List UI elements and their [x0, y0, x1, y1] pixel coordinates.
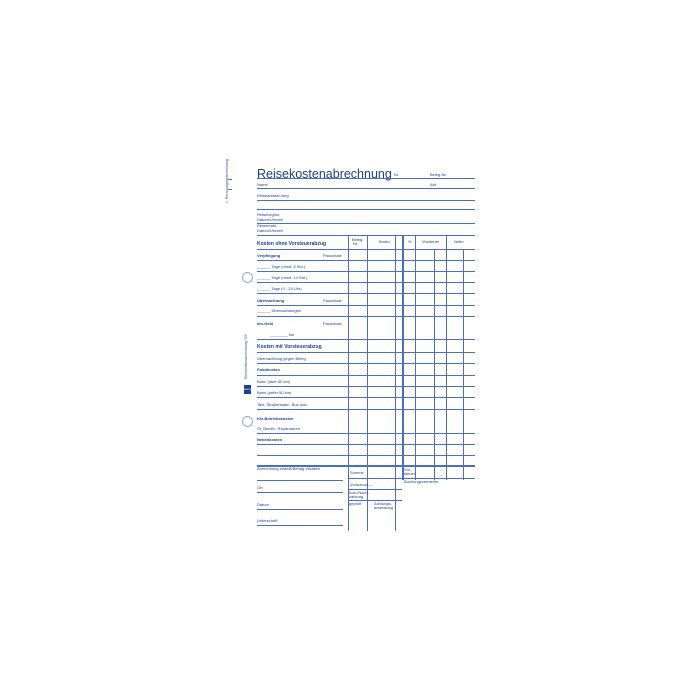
- col-beleg: Beleg-: [352, 237, 364, 242]
- fahrtkosten-label: Fahrtkosten: [257, 367, 280, 372]
- vorsteuer-sum-2: steuer: [404, 471, 416, 476]
- vorsteuer-sum-1: Vor-: [404, 467, 412, 472]
- dash-1: –: [440, 467, 443, 472]
- bahn-unter: Bahn (unter 50 km): [257, 390, 292, 395]
- verpflegung-label: Verpflegung: [257, 253, 281, 258]
- dash-2: –: [440, 472, 443, 477]
- buchungsvermerke: Buchungsvermerke: [404, 479, 439, 484]
- vorschuss-minus: –: [370, 482, 373, 487]
- fold-mark: [228, 189, 232, 190]
- beleg-nr-label: Beleg-Nr.: [430, 172, 447, 177]
- col-vorsteuer: Vorsteuer: [422, 239, 440, 244]
- col-beleg-nr: Nr.: [353, 241, 359, 246]
- product-label: Reisekostenabrechnung 763: [244, 334, 248, 379]
- abrechnung-label: Abrechnung erstellt/Betrag erhalten: [257, 466, 320, 471]
- kmgeld-label: km-Geld: [257, 321, 274, 326]
- reisebeginn-sub: Datum/Uhrzeit: [257, 217, 283, 222]
- zahlungs-label: Zahlungs-: [374, 501, 392, 506]
- abt-label: Abt.: [430, 182, 438, 187]
- tage-8: ______ Tage (mind. 8 Std.): [257, 264, 306, 269]
- fold-mark: [228, 179, 232, 180]
- uebernachtung-label: Übernachtung: [257, 298, 285, 303]
- bahn-ueber: Bahn (über 50 km): [257, 379, 291, 384]
- punch-hole-bottom: [242, 416, 253, 427]
- taxi-label: Taxi, Straßenbahn, Bus usw.: [257, 402, 308, 407]
- reisekosten-form: [222, 159, 478, 533]
- pauschale-2: Pauschale: [323, 298, 342, 303]
- vorschuss-label: Vorschuss: [350, 482, 369, 487]
- unterschrift-label: Unterschrift: [257, 518, 278, 523]
- nebenkosten-label: Nebenkosten: [257, 437, 283, 442]
- kfz-label: Kfz-Betriebskosten: [257, 416, 294, 421]
- geprueft-label: geprüft: [349, 501, 362, 506]
- nr-label: Nr.: [394, 172, 400, 177]
- pauschale-3: Pauschale: [323, 321, 342, 326]
- avery-logo: avery: [244, 385, 251, 394]
- col-brutto: Brutto: [379, 239, 390, 244]
- punch-hole-top: [242, 272, 253, 283]
- reisebeginn-label: Reisebeginn,: [257, 212, 281, 217]
- reiseende-label: Reiseende,: [257, 223, 278, 228]
- form-title: Reisekostenabrechnung: [257, 167, 392, 181]
- tage-14: ______ Tage (mind. 14 Std.): [257, 275, 308, 280]
- uebernachtungen: ______ Übernachtungen: [257, 308, 302, 313]
- tage-24: ______ Tage (0 - 24 Uhr): [257, 286, 302, 291]
- anweisung-label: anweisung: [374, 505, 394, 510]
- zahlung-label: zahlung: [349, 494, 364, 499]
- pauschale-1: Pauschale: [323, 253, 342, 258]
- name-label: Name: [257, 182, 268, 187]
- uebern-beleg: Übernachtung gegen Beleg: [257, 356, 306, 361]
- reiseanlass-label: Reiseanlass/-weg: [257, 193, 289, 198]
- mit-title: Kosten mit Vorsteuerabzug: [257, 344, 322, 350]
- top-margin-text: 1. Rechnungsfortschreibung: [225, 159, 229, 203]
- summe-label: Summe: [350, 470, 364, 475]
- ohne-title: Kosten ohne Vorsteuerabzug: [257, 241, 327, 247]
- col-percent: %: [408, 239, 412, 244]
- aus-nach-label: Aus-/Nach-: [349, 490, 370, 495]
- col-netto: Netto: [454, 239, 464, 244]
- ort-label: Ort: [257, 485, 263, 490]
- datum-label: Datum: [257, 502, 269, 507]
- km-label: ________ km: [270, 332, 295, 337]
- reiseende-sub: Datum/Uhrzeit: [257, 228, 283, 233]
- oel-label: Öl, Benzin, Reparaturen: [257, 426, 300, 431]
